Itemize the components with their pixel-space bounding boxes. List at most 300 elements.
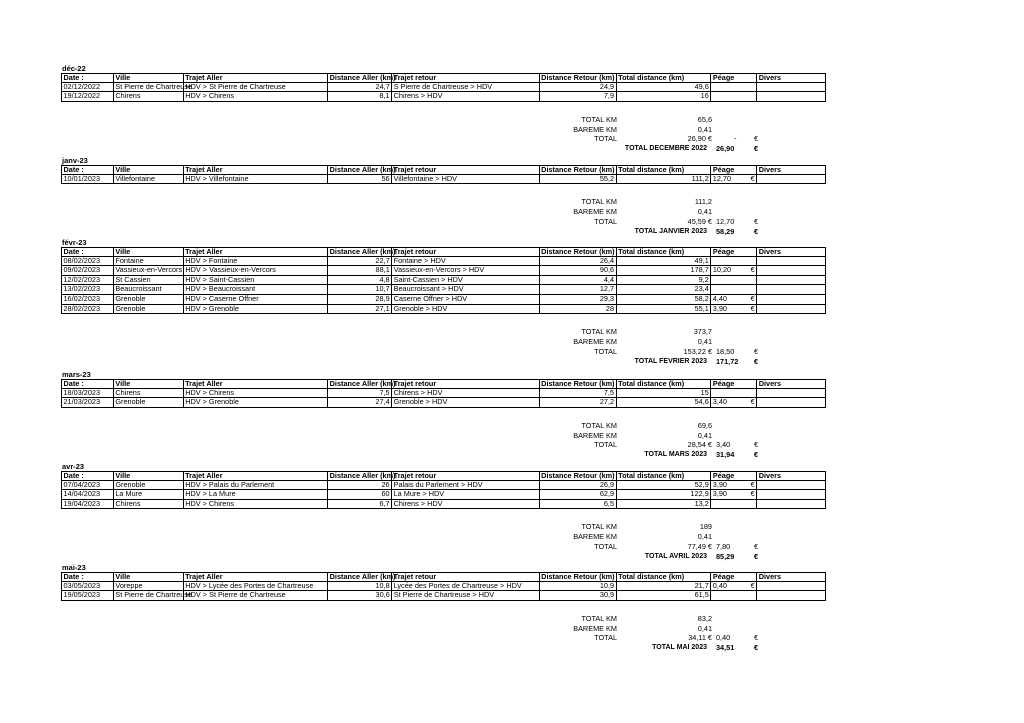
euro-sign: € bbox=[753, 450, 758, 460]
cell-total: 13,2 bbox=[617, 500, 712, 509]
peage-value: 3,90 bbox=[712, 479, 727, 489]
month-grand-total-label: TOTAL FEVRIER 2023 bbox=[634, 357, 707, 365]
month-grand-total-label: TOTAL MAI 2023 bbox=[652, 644, 707, 652]
bareme-km-label: BAREME KM bbox=[573, 124, 617, 134]
bareme-km-value: 0,41 bbox=[697, 337, 712, 346]
cell-dist-aller: 88,1 bbox=[328, 266, 392, 275]
bareme-km-value: 0,41 bbox=[697, 124, 712, 134]
euro-sign: € bbox=[753, 216, 758, 226]
cell-peage bbox=[711, 591, 757, 600]
total-amount-value: 77,49 € bbox=[687, 542, 712, 551]
table-header-row bbox=[61, 379, 826, 389]
cell-retour: Beaucroissant > HDV bbox=[392, 285, 540, 294]
cell-date: 16/02/2023 bbox=[62, 295, 114, 304]
total-km-value: 189 bbox=[699, 522, 712, 532]
header-dist-aller: Distance Aller (km) bbox=[329, 165, 396, 174]
total-km-label: TOTAL KM bbox=[581, 522, 617, 532]
cell-dist-aller: 8,1 bbox=[328, 92, 392, 101]
header-divers: Divers bbox=[758, 379, 782, 388]
cell-ville: St Pierre de Chartreuse bbox=[115, 81, 193, 91]
month-title: mai-23 bbox=[62, 563, 86, 572]
cell-peage bbox=[711, 276, 757, 285]
cell-aller: HDV > Chirens bbox=[184, 500, 329, 509]
cell-ville: Chirens bbox=[114, 500, 184, 509]
cell-ville: Voreppe bbox=[114, 582, 184, 591]
cell-retour: Vassieux-en-Vercors > HDV bbox=[392, 266, 540, 275]
header-retour: Trajet retour bbox=[392, 248, 540, 256]
cell-ville: La Mure bbox=[114, 490, 184, 499]
cell-peage bbox=[711, 295, 757, 304]
cell-total: 21,7 bbox=[617, 582, 712, 591]
euro-sign: € bbox=[753, 551, 758, 561]
cell-total: 122,9 bbox=[617, 490, 712, 499]
cell-peage bbox=[711, 266, 757, 275]
header-retour: Trajet retour bbox=[392, 380, 540, 388]
total-amount-label: TOTAL bbox=[594, 542, 617, 551]
cell-retour: Chirens > HDV bbox=[392, 389, 540, 398]
cell-dist-retour: 30,9 bbox=[540, 591, 617, 600]
cell-total: 15 bbox=[617, 389, 712, 398]
bareme-km-label: BAREME KM bbox=[573, 207, 617, 216]
month-grand-total-value bbox=[716, 643, 758, 652]
header-peage: Péage bbox=[711, 573, 757, 581]
euro-sign: € bbox=[753, 356, 758, 366]
header-retour: Trajet retour bbox=[392, 74, 540, 82]
cell-divers bbox=[757, 500, 825, 509]
header-dist-aller: Distance Aller (km) bbox=[329, 379, 396, 388]
total-peage bbox=[716, 134, 758, 143]
cell-total: 55,1 bbox=[617, 305, 712, 314]
euro-sign: € bbox=[753, 346, 758, 356]
cell-dist-aller: 10,8 bbox=[328, 582, 392, 591]
cell-divers bbox=[757, 481, 825, 490]
cell-date: 19/12/2022 bbox=[62, 92, 114, 101]
header-peage: Péage bbox=[711, 74, 757, 82]
cell-dist-aller: 60 bbox=[328, 490, 392, 499]
cell-aller: HDV > Villefontaine bbox=[184, 175, 329, 184]
total-peage-value: 12,70 bbox=[716, 216, 735, 226]
cell-ville: Grenoble bbox=[114, 481, 184, 490]
cell-dist-aller: 27,4 bbox=[328, 398, 392, 407]
peage-value: 12,70 bbox=[712, 173, 732, 183]
total-km-value: 111,2 bbox=[694, 197, 712, 207]
total-km-value: 373,7 bbox=[693, 327, 712, 337]
cell-ville: St Pierre de Chartreuse bbox=[115, 590, 193, 600]
cell-date: 28/02/2023 bbox=[62, 305, 114, 314]
euro-sign: € bbox=[750, 489, 755, 499]
grand-total-amount: 85,29 bbox=[716, 551, 735, 561]
month-title: déc-22 bbox=[62, 64, 86, 73]
header-retour: Trajet retour bbox=[392, 573, 540, 581]
bareme-km-label: BAREME KM bbox=[573, 430, 617, 440]
table-row bbox=[61, 490, 826, 500]
cell-total: 61,5 bbox=[617, 591, 712, 600]
header-total: Total distance (km) bbox=[617, 248, 712, 256]
cell-retour: St Pierre de Chartreuse > HDV bbox=[392, 591, 540, 600]
month-grand-total-value bbox=[716, 144, 758, 153]
euro-sign: € bbox=[750, 580, 755, 590]
total-peage-value: - bbox=[734, 134, 737, 144]
cell-ville: Villefontaine bbox=[114, 175, 184, 184]
header-total: Total distance (km) bbox=[617, 380, 712, 388]
cell-total: 111,2 bbox=[617, 175, 712, 184]
cell-retour: Fontaine > HDV bbox=[392, 257, 540, 266]
bareme-km-label: BAREME KM bbox=[573, 337, 617, 346]
table-row bbox=[61, 83, 826, 93]
total-amount-value: 26,90 € bbox=[687, 134, 712, 144]
euro-sign: € bbox=[750, 173, 755, 183]
cell-dist-retour: 28 bbox=[540, 305, 617, 314]
cell-ville: Chirens bbox=[114, 92, 184, 101]
cell-peage bbox=[711, 285, 757, 294]
cell-dist-retour: 6,5 bbox=[540, 500, 617, 509]
cell-peage bbox=[711, 582, 757, 591]
header-ville: Ville bbox=[114, 380, 184, 388]
table-row bbox=[61, 591, 826, 601]
month-grand-total-value bbox=[716, 227, 758, 236]
cell-retour: Palais du Parlement > HDV bbox=[392, 481, 540, 490]
cell-divers bbox=[757, 266, 825, 275]
bareme-km-value: 0,41 bbox=[697, 623, 712, 633]
cell-ville: St Cassien bbox=[114, 276, 184, 285]
month-grand-total-label: TOTAL AVRIL 2023 bbox=[644, 552, 707, 560]
cell-aller: HDV > Chirens bbox=[184, 389, 329, 398]
month-grand-total-label: TOTAL JANVIER 2023 bbox=[634, 227, 707, 235]
cell-divers bbox=[757, 591, 825, 600]
cell-total: 9,2 bbox=[617, 276, 712, 285]
header-date: Date : bbox=[62, 74, 114, 82]
cell-peage bbox=[711, 305, 757, 314]
euro-sign: € bbox=[753, 134, 758, 144]
total-km-value: 69,6 bbox=[697, 420, 712, 430]
total-km-label: TOTAL KM bbox=[581, 114, 617, 124]
total-peage bbox=[716, 542, 758, 551]
cell-dist-retour: 12,7 bbox=[540, 285, 617, 294]
cell-aller: HDV > Chirens bbox=[184, 92, 329, 101]
cell-total: 49,1 bbox=[617, 257, 712, 266]
header-divers: Divers bbox=[758, 165, 782, 174]
cell-dist-retour: 10,9 bbox=[540, 582, 617, 591]
cell-retour: Villefontaine > HDV bbox=[392, 175, 540, 184]
cell-peage bbox=[711, 490, 757, 499]
grand-total-amount: 31,94 bbox=[716, 450, 735, 460]
header-dist-retour: Distance Retour (km) bbox=[540, 472, 617, 480]
cell-retour: Chirens > HDV bbox=[392, 500, 540, 509]
bareme-km-label: BAREME KM bbox=[573, 532, 617, 542]
cell-ville: Vassieux-en-Vercors bbox=[115, 265, 183, 275]
cell-date: 14/04/2023 bbox=[62, 490, 114, 499]
grand-total-amount: 171,72 bbox=[716, 356, 739, 366]
total-peage bbox=[716, 440, 758, 449]
table-row bbox=[61, 398, 826, 408]
total-amount-label: TOTAL bbox=[594, 440, 617, 450]
cell-retour: La Mure > HDV bbox=[392, 490, 540, 499]
cell-dist-aller: 28,9 bbox=[328, 295, 392, 304]
cell-total: 49,6 bbox=[617, 83, 712, 92]
cell-peage bbox=[711, 83, 757, 92]
header-peage: Péage bbox=[711, 472, 757, 480]
header-date: Date : bbox=[62, 248, 114, 256]
euro-sign: € bbox=[753, 440, 758, 450]
header-dist-retour: Distance Retour (km) bbox=[540, 380, 617, 388]
header-dist-retour: Distance Retour (km) bbox=[540, 573, 617, 581]
peage-value: 0,40 bbox=[712, 580, 727, 590]
header-aller: Trajet Aller bbox=[184, 573, 329, 581]
peage-value: 3,40 bbox=[712, 397, 727, 407]
cell-dist-retour: 27,2 bbox=[540, 398, 617, 407]
cell-divers bbox=[757, 398, 825, 407]
total-km-value: 65,6 bbox=[697, 114, 712, 124]
cell-aller: HDV > Lycée des Portes de Chartreuse bbox=[184, 582, 329, 591]
total-amount-label: TOTAL bbox=[594, 633, 617, 643]
cell-dist-aller: 22,7 bbox=[328, 257, 392, 266]
header-ville: Ville bbox=[114, 248, 184, 256]
cell-ville: Grenoble bbox=[114, 295, 184, 304]
cell-dist-aller: 26 bbox=[328, 481, 392, 490]
header-peage: Péage bbox=[711, 380, 757, 388]
header-ville: Ville bbox=[114, 573, 184, 581]
cell-dist-retour: 62,9 bbox=[540, 490, 617, 499]
header-divers: Divers bbox=[758, 73, 782, 82]
cell-dist-retour: 24,9 bbox=[540, 83, 617, 92]
cell-date: 19/04/2023 bbox=[62, 500, 114, 509]
month-grand-total-value bbox=[716, 450, 758, 459]
month-grand-total-label: TOTAL DECEMBRE 2022 bbox=[624, 145, 707, 153]
cell-total: 23,4 bbox=[617, 285, 712, 294]
cell-dist-retour: 26,4 bbox=[540, 257, 617, 266]
cell-dist-aller: 7,5 bbox=[328, 389, 392, 398]
cell-aller: HDV > Saint-Cassien bbox=[184, 276, 329, 285]
cell-dist-aller: 27,1 bbox=[328, 305, 392, 314]
cell-ville: Chirens bbox=[114, 389, 184, 398]
cell-ville: Grenoble bbox=[114, 398, 184, 407]
cell-peage bbox=[711, 389, 757, 398]
header-aller: Trajet Aller bbox=[184, 472, 329, 480]
header-peage: Péage bbox=[711, 166, 757, 174]
header-divers: Divers bbox=[758, 572, 782, 581]
header-ville: Ville bbox=[114, 166, 184, 174]
cell-peage bbox=[711, 500, 757, 509]
cell-aller: HDV > Fontaine bbox=[184, 257, 329, 266]
header-total: Total distance (km) bbox=[617, 573, 712, 581]
cell-total: 58,2 bbox=[617, 295, 712, 304]
cell-ville: Grenoble bbox=[114, 305, 184, 314]
cell-divers bbox=[757, 83, 825, 92]
header-date: Date : bbox=[62, 166, 114, 174]
cell-divers bbox=[757, 92, 825, 101]
cell-date: 10/01/2023 bbox=[62, 175, 114, 184]
month-title: mars-23 bbox=[62, 370, 91, 379]
header-date: Date : bbox=[62, 573, 114, 581]
cell-dist-retour: 7,5 bbox=[540, 389, 617, 398]
cell-date: 07/04/2023 bbox=[62, 481, 114, 490]
cell-divers bbox=[757, 295, 825, 304]
cell-peage bbox=[711, 481, 757, 490]
euro-sign: € bbox=[750, 397, 755, 407]
cell-dist-retour: 26,9 bbox=[540, 481, 617, 490]
cell-retour: S Pierre de Chartreuse > HDV bbox=[392, 83, 540, 92]
header-dist-aller: Distance Aller (km) bbox=[329, 247, 396, 256]
cell-total: 16 bbox=[617, 92, 712, 101]
cell-divers bbox=[757, 582, 825, 591]
header-total: Total distance (km) bbox=[617, 74, 712, 82]
euro-sign: € bbox=[750, 479, 755, 489]
cell-date: 02/12/2022 bbox=[62, 83, 114, 92]
grand-total-amount: 34,51 bbox=[716, 643, 735, 653]
total-km-label: TOTAL KM bbox=[581, 197, 617, 207]
total-peage bbox=[716, 217, 758, 226]
grand-total-amount: 26,90 bbox=[716, 144, 735, 154]
cell-total: 178,7 bbox=[617, 266, 712, 275]
header-retour: Trajet retour bbox=[392, 472, 540, 480]
cell-aller: HDV > La Mure bbox=[184, 490, 329, 499]
month-title: févr-23 bbox=[62, 238, 87, 247]
peage-value: 10,20 bbox=[712, 265, 732, 275]
month-title: avr-23 bbox=[62, 462, 85, 471]
header-total: Total distance (km) bbox=[617, 472, 712, 480]
cell-ville: Fontaine bbox=[114, 257, 184, 266]
total-km-value: 83,2 bbox=[697, 613, 712, 623]
euro-sign: € bbox=[750, 265, 755, 275]
table-row bbox=[61, 175, 826, 185]
cell-dist-aller: 10,7 bbox=[328, 285, 392, 294]
bareme-km-value: 0,41 bbox=[697, 207, 712, 216]
table-row bbox=[61, 500, 826, 510]
total-km-label: TOTAL KM bbox=[581, 420, 617, 430]
total-amount-value: 34,11 € bbox=[688, 633, 712, 643]
cell-date: 19/05/2023 bbox=[62, 591, 114, 600]
bareme-km-value: 0,41 bbox=[697, 532, 712, 542]
cell-dist-retour: 4,4 bbox=[540, 276, 617, 285]
header-aller: Trajet Aller bbox=[184, 74, 329, 82]
cell-date: 03/05/2023 bbox=[62, 582, 114, 591]
cell-dist-aller: 24,7 bbox=[328, 83, 392, 92]
cell-date: 12/02/2023 bbox=[62, 276, 114, 285]
header-divers: Divers bbox=[758, 471, 782, 480]
cell-aller: HDV > Caserne Offner bbox=[184, 295, 329, 304]
header-retour: Trajet retour bbox=[392, 166, 540, 174]
total-peage bbox=[716, 633, 758, 642]
peage-value: 4,40 bbox=[712, 294, 727, 303]
euro-sign: € bbox=[753, 643, 758, 653]
cell-peage bbox=[711, 257, 757, 266]
total-amount-label: TOTAL bbox=[594, 134, 617, 144]
month-title: janv-23 bbox=[62, 156, 88, 165]
total-peage-value: 18,50 bbox=[716, 346, 735, 356]
total-peage-value: 3,40 bbox=[716, 440, 731, 450]
header-ville: Ville bbox=[114, 74, 184, 82]
cell-dist-aller: 4,8 bbox=[328, 276, 392, 285]
cell-dist-retour: 29,3 bbox=[540, 295, 617, 304]
cell-aller: HDV > Palais du Parlement bbox=[184, 481, 329, 490]
cell-aller: HDV > Grenoble bbox=[184, 305, 329, 314]
cell-dist-retour: 90,6 bbox=[540, 266, 617, 275]
cell-ville: Beaucroissant bbox=[114, 285, 184, 294]
cell-divers bbox=[757, 285, 825, 294]
cell-divers bbox=[757, 389, 825, 398]
header-aller: Trajet Aller bbox=[184, 166, 329, 174]
euro-sign: € bbox=[753, 633, 758, 643]
total-amount-value: 153,22 € bbox=[683, 346, 712, 356]
cell-aller: HDV > St Pierre de Chartreuse bbox=[184, 591, 329, 600]
euro-sign: € bbox=[750, 303, 755, 313]
grand-total-amount: 58,29 bbox=[716, 226, 735, 236]
euro-sign: € bbox=[753, 226, 758, 236]
cell-dist-aller: 30,6 bbox=[328, 591, 392, 600]
cell-aller: HDV > Grenoble bbox=[184, 398, 329, 407]
cell-retour: Grenoble > HDV bbox=[392, 398, 540, 407]
header-dist-aller: Distance Aller (km) bbox=[329, 471, 396, 480]
total-peage-value: 0,40 bbox=[716, 633, 731, 643]
cell-peage bbox=[711, 175, 757, 184]
header-dist-retour: Distance Retour (km) bbox=[540, 248, 617, 256]
cell-retour: Lycée des Portes de Chartreuse > HDV bbox=[392, 582, 540, 591]
cell-dist-retour: 7,9 bbox=[540, 92, 617, 101]
total-km-label: TOTAL KM bbox=[581, 327, 617, 337]
month-grand-total-value bbox=[716, 357, 758, 366]
euro-sign: € bbox=[753, 542, 758, 551]
header-dist-aller: Distance Aller (km) bbox=[329, 73, 396, 82]
header-dist-retour: Distance Retour (km) bbox=[540, 166, 617, 174]
cell-date: 13/02/2023 bbox=[62, 285, 114, 294]
cell-dist-aller: 6,7 bbox=[328, 500, 392, 509]
total-amount-label: TOTAL bbox=[594, 346, 617, 356]
cell-aller: HDV > Vassieux-en-Vercors bbox=[184, 266, 329, 275]
total-amount-value: 45,59 € bbox=[687, 216, 712, 226]
cell-date: 21/03/2023 bbox=[62, 398, 114, 407]
header-dist-aller: Distance Aller (km) bbox=[329, 572, 396, 581]
cell-date: 08/02/2023 bbox=[62, 257, 114, 266]
table-row bbox=[61, 92, 826, 102]
cell-divers bbox=[757, 257, 825, 266]
cell-divers bbox=[757, 490, 825, 499]
header-divers: Divers bbox=[758, 247, 782, 256]
total-amount-value: 28,54 € bbox=[687, 440, 712, 450]
cell-peage bbox=[711, 92, 757, 101]
header-aller: Trajet Aller bbox=[184, 380, 329, 388]
cell-divers bbox=[757, 305, 825, 314]
total-km-label: TOTAL KM bbox=[581, 613, 617, 623]
cell-retour: Chirens > HDV bbox=[392, 92, 540, 101]
month-grand-total-value bbox=[716, 552, 758, 561]
cell-date: 18/03/2023 bbox=[62, 389, 114, 398]
header-dist-retour: Distance Retour (km) bbox=[540, 74, 617, 82]
month-grand-total-label: TOTAL MARS 2023 bbox=[644, 451, 707, 459]
cell-retour: Saint-Cassien > HDV bbox=[392, 276, 540, 285]
cell-peage bbox=[711, 398, 757, 407]
cell-dist-retour: 55,2 bbox=[540, 175, 617, 184]
cell-aller: HDV > Beaucroissant bbox=[184, 285, 329, 294]
total-peage bbox=[716, 347, 758, 356]
euro-sign: € bbox=[753, 144, 758, 154]
header-ville: Ville bbox=[114, 472, 184, 480]
cell-aller: HDV > St Pierre de Chartreuse bbox=[184, 83, 329, 92]
euro-sign: € bbox=[750, 294, 755, 303]
header-total: Total distance (km) bbox=[617, 166, 712, 174]
cell-divers bbox=[757, 276, 825, 285]
cell-dist-aller: 56 bbox=[328, 175, 392, 184]
cell-total: 52,9 bbox=[617, 481, 712, 490]
header-date: Date : bbox=[62, 380, 114, 388]
cell-divers bbox=[757, 175, 825, 184]
total-peage-value: 7,80 bbox=[716, 542, 731, 551]
total-amount-label: TOTAL bbox=[594, 216, 617, 226]
peage-value: 3,90 bbox=[712, 489, 727, 499]
bareme-km-label: BAREME KM bbox=[573, 623, 617, 633]
cell-retour: Caserne Offner > HDV bbox=[392, 295, 540, 304]
cell-date: 09/02/2023 bbox=[62, 266, 114, 275]
cell-total: 54,6 bbox=[617, 398, 712, 407]
